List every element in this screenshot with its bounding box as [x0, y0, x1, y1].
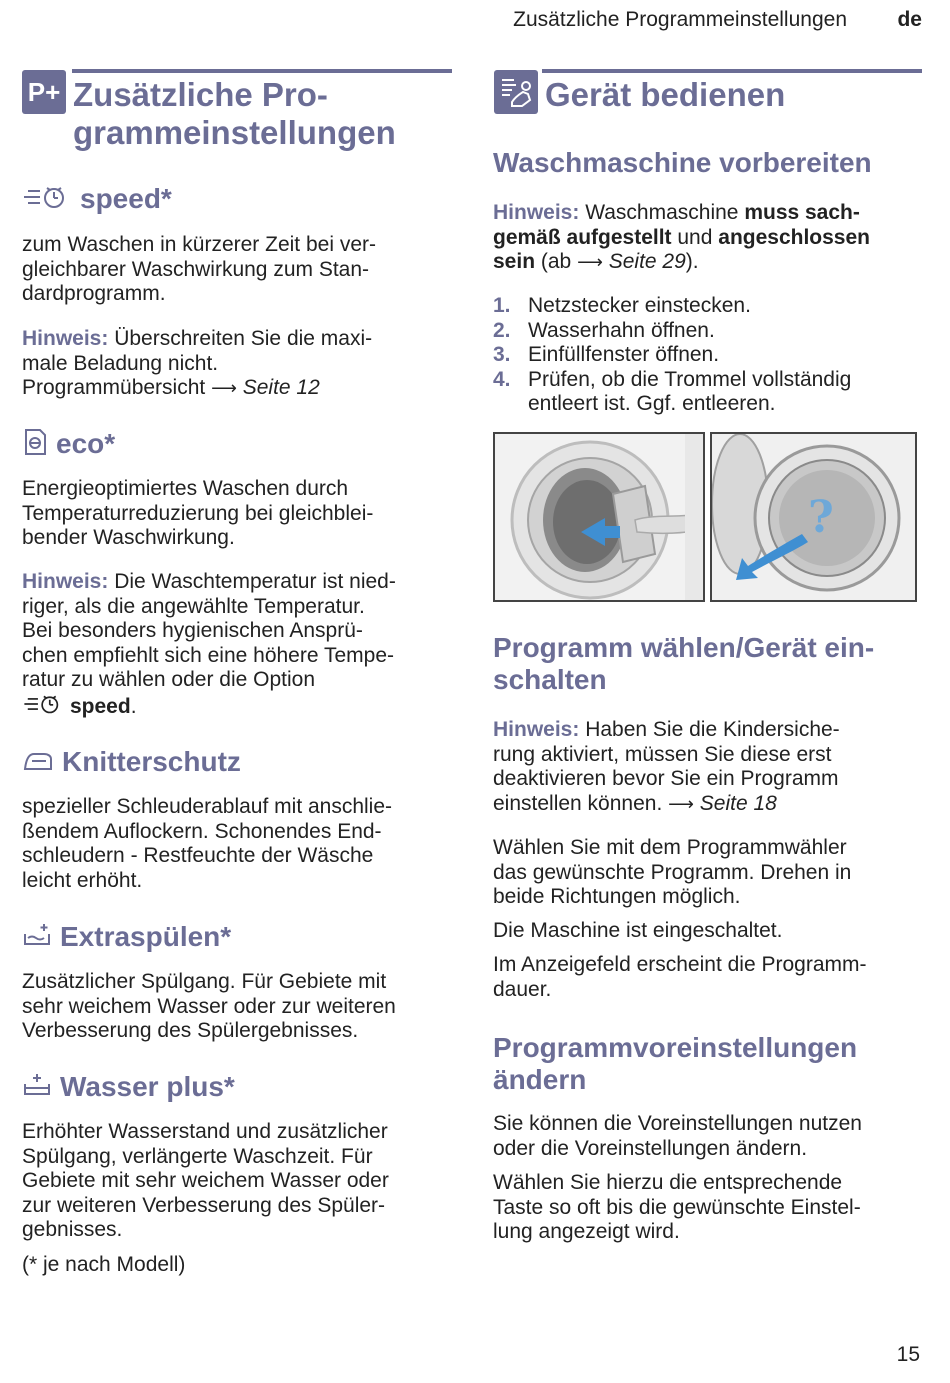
water-plus-heading: Wasser plus* — [22, 1071, 235, 1105]
speed-icon — [22, 693, 64, 722]
prepare-heading: Waschmaschine vorbereiten — [493, 147, 872, 178]
speed-icon — [22, 184, 70, 217]
eco-description: Energieoptimiertes Waschen durch Temperaturreduzierung bei gleichblei- bender Waschwirkung. — [22, 477, 374, 549]
page-reference: Seite 12 — [242, 376, 320, 399]
eco-note: Hinweis: Die Waschtemperatur ist nied- riger, als die angewählte Temperatur. Bei besonders hygienischen Ansprü- chen empfiehlt sich eine höhere Tempe- ratur zu wählen oder die Option speed. — [22, 570, 452, 721]
section-title-additional-settings: Zusätzliche Pro- grammeinstellungen — [73, 76, 396, 151]
water-plus-icon — [22, 1072, 52, 1105]
speed-description: zum Waschen in kürzerer Zeit bei ver- gleichbarer Waschwirkung zum Stan- dardprogramm. — [22, 233, 376, 305]
illustration-check-drum — [710, 432, 917, 602]
extra-rinse-description: Zusätzlicher Spülgang. Für Gebiete mit sehr weichem Wasser oder zur weiteren Verbesserung des Spülergebnisses. — [22, 970, 396, 1042]
iron-icon — [22, 748, 54, 780]
speed-heading: speed* — [22, 183, 172, 217]
list-item: 3. Einfüllfenster öffnen. — [493, 343, 720, 366]
page-reference: Seite 18 — [699, 791, 777, 815]
select-program-note: Hinweis: Haben Sie die Kindersiche- rung aktiviert, müssen Sie diese erst deaktivieren bevor Sie ein Programm einstellen können. ⟶ Seite 18 — [493, 718, 840, 815]
illustration-open-door — [493, 432, 705, 602]
arrow-right-icon: ⟶ — [668, 793, 694, 814]
question-mark-glyph: ? — [808, 492, 834, 543]
list-item: 2. Wasserhahn öffnen. — [493, 318, 715, 342]
page-reference: Seite 29 — [608, 250, 686, 273]
defaults-text: Sie können die Voreinstellungen nutzen oder die Voreinstellungen ändern. Wählen Sie hierzu die entsprechende Taste so oft bis die gewünschte Einstel- lung angezeigt wird. — [493, 1112, 862, 1243]
program-plus-icon: P+ — [22, 70, 66, 114]
arrow-right-icon: ⟶ — [577, 252, 603, 272]
section-title-operate: Gerät bedienen — [545, 76, 786, 113]
page-number: 15 — [896, 1343, 920, 1366]
section-rule-left — [72, 69, 452, 73]
crease-guard-description: spezieller Schleuderablauf mit anschlie- ßendem Auflockern. Schonendes End- schleudern - Restfeuchte der Wäsche leicht erhöht. — [22, 795, 393, 892]
extra-rinse-heading: Extraspülen* — [22, 921, 231, 955]
extra-rinse-icon — [22, 922, 52, 955]
select-program-heading: Programm wählen/Gerät ein- schalten — [493, 632, 875, 695]
select-program-text: Wählen Sie mit dem Programmwähler das gewünschte Programm. Drehen in beide Richtungen möglich. Die Maschine ist eingeschaltet. Im Anzeigefeld erscheint die Programm- dauer. — [493, 836, 867, 1001]
prepare-steps — [493, 294, 918, 417]
arrow-right-icon: ⟶ — [211, 378, 237, 398]
model-footnote: (* je nach Modell) — [22, 1253, 186, 1276]
speed-note: Hinweis: Überschreiten Sie die maxi- male Beladung nicht. Programmübersicht ⟶ Seite 12 — [22, 327, 373, 399]
water-plus-description: Erhöhter Wasserstand und zusätzlicher Spülgang, verlängerte Waschzeit. Für Gebiete mit sehr weichem Wasser oder zur weiteren Verbesserung des Spüler- gebnisses. — [22, 1120, 389, 1241]
section-rule-right — [542, 69, 922, 73]
list-item: 1. Netzstecker einstecken. — [493, 294, 751, 317]
language-code: de — [897, 8, 922, 31]
eco-heading: eco* — [22, 428, 115, 463]
list-item: 4. Prüfen, ob die Trommel vollständig entleert ist. Ggf. entleeren. — [493, 367, 852, 415]
defaults-heading: Programmvoreinstellungen ändern — [493, 1032, 858, 1095]
eco-icon — [22, 428, 48, 463]
crease-guard-heading: Knitterschutz — [22, 746, 241, 780]
running-header-title: Zusätzliche Programmeinstellungen — [513, 8, 847, 31]
hand-icon — [494, 70, 538, 114]
prepare-note: Hinweis: Waschmaschine muss sach- gemäß aufgestellt und angeschlossen sein (ab ⟶ Seite 29). — [493, 201, 870, 273]
